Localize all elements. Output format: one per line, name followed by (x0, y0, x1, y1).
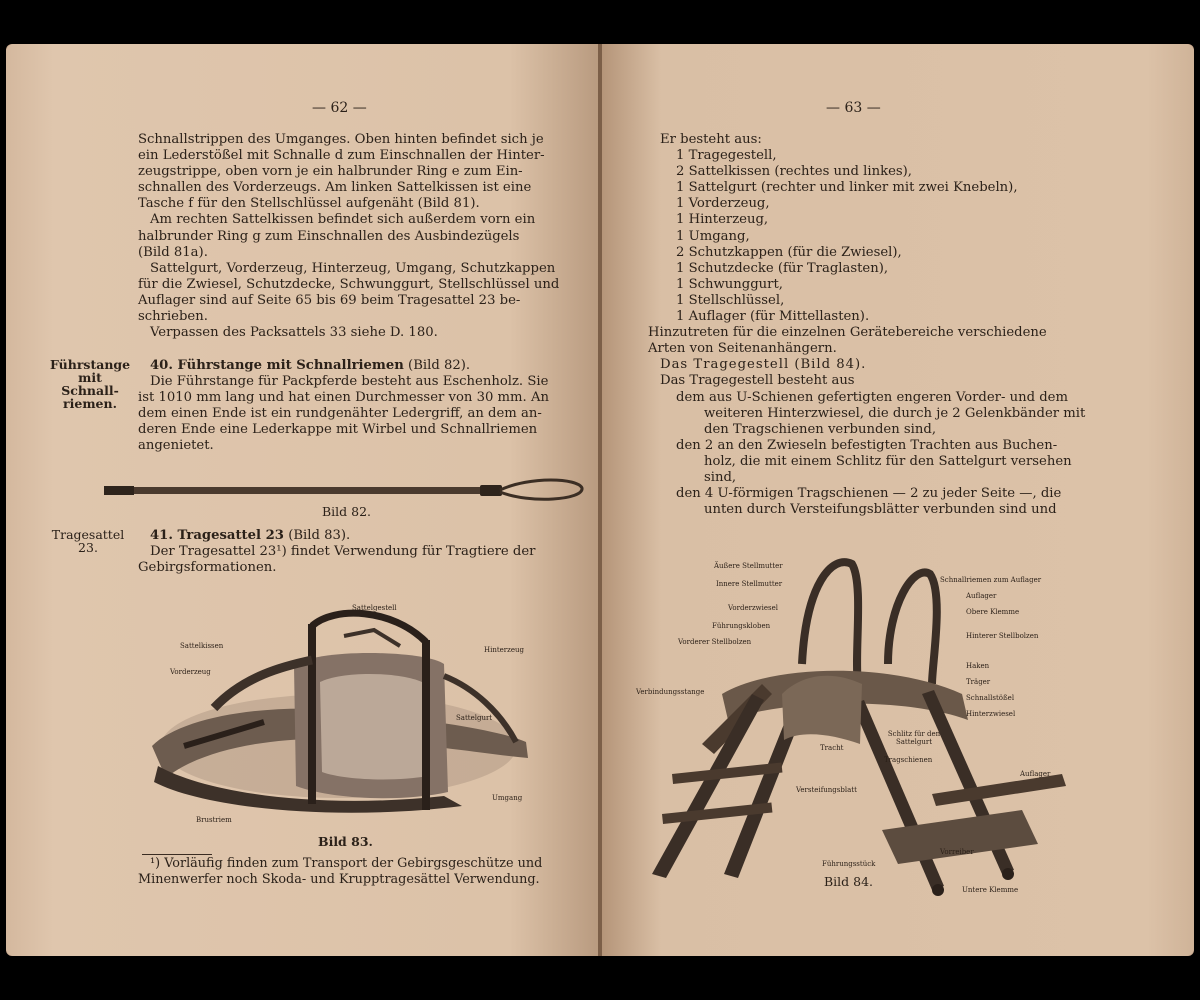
footnote (138, 856, 542, 888)
parts-item: 1 Schwunggurt, (676, 276, 783, 292)
margin-label-tragesattel: Tragesattel 23. (51, 527, 125, 555)
text-line: ist 1010 mm lang und hat einen Durchmesser von 30 mm. An (138, 390, 549, 406)
parts-item: 1 Hinterzeug, (676, 212, 769, 228)
fig84-label: Vorderzwiesel (728, 604, 778, 612)
fig84-label: Führungskloben (712, 622, 771, 630)
text-line: Gebirgsformationen. (138, 560, 277, 576)
text-line: Sattelgurt, Vorderzeug, Hinterzeug, Umgang, Schutzkappen (150, 260, 556, 276)
fig84-label: Vorreiber (940, 848, 974, 856)
text-line: Verpassen des Packsattels 33 siehe D. 180. (150, 325, 438, 341)
left-page (6, 44, 598, 956)
fig84-label: Schnallstößel (966, 694, 1015, 702)
parts-item: 1 Umgang, (676, 228, 750, 244)
text-line: Der Tragesattel 23¹) findet Verwendung für Tragtiere der (150, 544, 536, 560)
parts-item: 1 Vorderzeug, (676, 196, 770, 212)
footnote-line: Minenwerfer noch Skoda- und Krupptragesättel Verwendung. (138, 872, 540, 887)
text-line: schrieben. (138, 309, 208, 325)
text-line: Hinzutreten für die einzelnen Gerätebereiche verschiedene (648, 325, 1047, 341)
fig83-label: Sattelgurt (456, 714, 493, 722)
text-line: dem einen Ende ist ein rundgenähter Ledergriff, an dem an- (138, 406, 542, 422)
figure-82-caption: Bild 82. (322, 504, 372, 519)
text-line: den 4 U-förmigen Tragschienen — 2 zu jeder Seite —, die (676, 486, 1062, 502)
text-line: deren Ende eine Lederkappe mit Wirbel und Schnallriemen (138, 422, 538, 438)
fig83-label: Umgang (492, 794, 523, 802)
leading-pole-illustration (100, 474, 590, 508)
fig84-label: Führungsstück (822, 860, 876, 868)
parts-item: 1 Tragegestell, (676, 148, 777, 164)
fig84-label: Versteifungsblatt (796, 786, 857, 794)
text-line: zeugstrippe, oben vorn je ein halbrunder Ring e zum Ein- (138, 164, 523, 180)
fig84-label: Schlitz für den Sattelgurt (887, 730, 941, 746)
text-line: angenietet. (138, 438, 214, 454)
fig84-label: Tragschienen (884, 756, 933, 764)
fig84-label: Tracht (820, 744, 844, 752)
text-line: den 2 an den Zwieseln befestigten Trachten aus Buchen- (676, 437, 1058, 453)
parts-item: 2 Sattelkissen (rechtes und linkes), (676, 164, 912, 180)
fig83-label: Sattelkissen (180, 642, 224, 650)
heading-text: 40. Führstange mit Schnallriemen (150, 358, 404, 373)
fig84-label: Obere Klemme (966, 608, 1020, 616)
text-line: Tasche f für den Stellschlüssel aufgenäht (Bild 81). (138, 196, 480, 212)
text-line: für die Zwiesel, Schutzdecke, Schwunggurt, Stellschlüssel und (138, 276, 560, 292)
fig84-label: Innere Stellmutter (716, 580, 783, 588)
text-line: Schnallstrippen des Umganges. Oben hinten befindet sich je (138, 132, 544, 147)
text-line: Am rechten Sattelkissen befindet sich außerdem vorn ein (150, 212, 536, 228)
figure-83-caption: Bild 83. (318, 834, 373, 849)
left-page-number: — 62 — (312, 100, 367, 116)
open-book (6, 44, 1194, 956)
text-line: unten durch Versteifungsblätter verbunden sind und (704, 502, 1057, 518)
text-line: ein Lederstößel mit Schnalle d zum Einschnallen der Hinter- (138, 148, 545, 164)
fig84-label: Äußere Stellmutter (714, 562, 783, 570)
text-line: Auflager sind auf Seite 65 bis 69 beim Tragesattel 23 be- (138, 292, 521, 308)
text-line: holz, die mit einem Schlitz für den Sattelgurt versehen (704, 453, 1072, 469)
heading-text: 41. Tragesattel 23 (150, 528, 284, 543)
left-page-body (138, 132, 559, 341)
fig84-label: Haken (966, 662, 990, 670)
parts-item: 1 Schutzdecke (für Traglasten), (676, 260, 889, 276)
subheading: Das Tragegestell (Bild 84). (660, 357, 867, 373)
parts-item: 2 Schutzkappen (für die Zwiesel), (676, 244, 902, 260)
pack-saddle-photo (144, 596, 544, 828)
right-page (602, 44, 1194, 956)
text-line: Die Führstange für Packpferde besteht aus Eschenholz. Sie (150, 374, 549, 390)
fig83-label: Brustriem (196, 816, 232, 824)
text-line: halbrunder Ring g zum Einschnallen des Ausbindezügels (138, 228, 520, 244)
footnote-rule (142, 854, 212, 855)
text-line: schnallen des Vorderzeugs. Am linken Sattelkissen ist eine (138, 180, 532, 196)
carrying-frame-photo (632, 544, 1072, 904)
fig83-label: Vorderzeug (170, 668, 211, 676)
text-line: sind, (704, 469, 737, 485)
fig84-label: Hinterer Stellbolzen (966, 632, 1039, 640)
text-line: Er besteht aus: (660, 132, 762, 147)
figure-84-caption: Bild 84. (824, 874, 874, 889)
heading-ref: (Bild 83). (284, 528, 351, 543)
right-page-body (648, 132, 1085, 518)
fig84-label: Hinterzwiesel (966, 710, 1016, 718)
fig84-label: Schnallriemen zum Auflager (940, 576, 1042, 584)
text-line: dem aus U-Schienen gefertigten engeren Vorder- und dem (676, 389, 1068, 405)
text-line: Das Tragegestell besteht aus (660, 373, 855, 389)
section-40 (138, 358, 549, 455)
fig84-label: Auflager (1020, 770, 1051, 778)
footnote-line: ¹) Vorläufig finden zum Transport der Gebirgsgeschütze und (150, 856, 543, 871)
text-line: Arten von Seitenanhängern. (648, 341, 837, 357)
text-line: weiteren Hinterzwiesel, die durch je 2 Gelenkbänder mit (704, 405, 1086, 421)
right-page-number: — 63 — (826, 100, 881, 116)
parts-item: 1 Stellschlüssel, (676, 292, 785, 308)
fig83-label: Sattelgestell (352, 604, 397, 612)
fig83-label: Hinterzeug (484, 646, 524, 654)
fig84-label: Träger (966, 678, 991, 686)
parts-item: 1 Sattelgurt (rechter und linker mit zwei Knebeln), (676, 180, 1018, 196)
text-line: (Bild 81a). (138, 244, 208, 260)
fig84-label: Verbindungsstange (636, 688, 705, 696)
parts-item: 1 Auflager (für Mittellasten). (676, 309, 870, 325)
text-line: den Tragschienen verbunden sind, (704, 421, 937, 437)
section-40-heading (138, 358, 549, 374)
margin-label-fuehrstange: Führstange mit Schnall-riemen. (50, 357, 131, 411)
fig84-label: Auflager (966, 592, 997, 600)
fig84-label: Untere Klemme (962, 886, 1019, 894)
fig84-label: Vorderer Stellbolzen (678, 638, 752, 646)
section-41 (138, 528, 535, 576)
section-41-heading (138, 528, 535, 544)
heading-ref: (Bild 82). (403, 358, 471, 373)
